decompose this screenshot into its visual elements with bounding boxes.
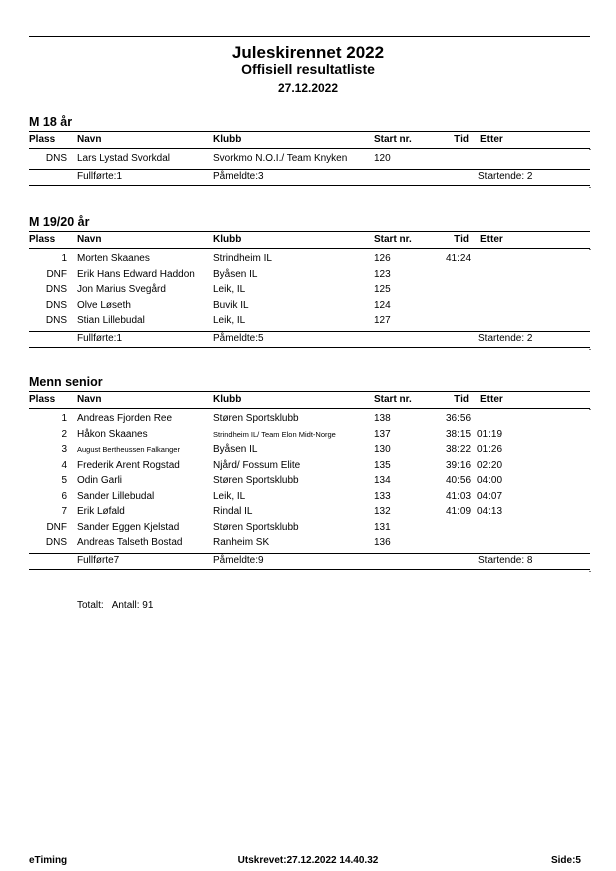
cell-klubb: Ranheim SK bbox=[213, 537, 270, 548]
cell-plass: 3 bbox=[61, 444, 67, 455]
cell-start: 132 bbox=[374, 506, 391, 517]
cell-plass: 1 bbox=[61, 253, 67, 264]
table-body bbox=[0, 411, 616, 551]
table-row bbox=[0, 535, 616, 551]
cell-start: 137 bbox=[374, 428, 391, 440]
cell-navn: August Bertheussen Falkanger bbox=[77, 445, 180, 454]
cell-klubb: Svorkmo N.O.I./ Team Knyken bbox=[213, 153, 348, 164]
section-footer bbox=[0, 332, 616, 346]
footer-rule-bottom bbox=[29, 347, 590, 348]
cell-navn: Olve Løseth bbox=[77, 299, 131, 311]
totals-label: Totalt: bbox=[77, 600, 104, 611]
header-rule bbox=[29, 408, 590, 409]
startende: Startende: 2 bbox=[478, 170, 533, 182]
cell-start: 126 bbox=[374, 253, 391, 264]
software-name: eTiming bbox=[29, 855, 68, 866]
cell-etter: 02:20 bbox=[477, 459, 503, 471]
cell-klubb: Leik, IL bbox=[213, 315, 246, 326]
cell-tid: 36:56 bbox=[446, 413, 472, 424]
section-footer bbox=[0, 170, 616, 184]
cell-plass: DNS bbox=[45, 299, 67, 311]
margin-mark bbox=[589, 571, 591, 572]
cell-start: 120 bbox=[374, 153, 391, 164]
fullforte: Fullførte:1 bbox=[77, 332, 123, 344]
cell-klubb: Rindal IL bbox=[213, 506, 253, 517]
cell-klubb: Strindheim IL/ Team Elon Midt-Norge bbox=[213, 429, 336, 439]
cell-etter: 01:19 bbox=[477, 428, 503, 440]
footer-rule-bottom bbox=[29, 569, 590, 570]
section-title: M 18 år bbox=[29, 115, 73, 129]
cell-klubb: Støren Sportsklubb bbox=[213, 521, 299, 533]
cell-tid: 41:03 bbox=[446, 490, 472, 502]
cell-plass: 2 bbox=[61, 428, 67, 440]
cell-tid: 41:24 bbox=[446, 253, 472, 264]
cell-navn: Andreas Fjorden Ree bbox=[77, 413, 173, 424]
cell-start: 134 bbox=[374, 475, 391, 486]
margin-mark bbox=[589, 349, 591, 350]
cell-plass: DNS bbox=[45, 284, 67, 295]
cell-tid: 41:09 bbox=[446, 506, 472, 517]
pameldte: Påmeldte:5 bbox=[213, 332, 264, 344]
cell-start: 136 bbox=[374, 537, 391, 548]
cell-navn: Jon Marius Svegård bbox=[77, 284, 166, 295]
cell-etter: 04:00 bbox=[477, 475, 503, 486]
section-rule bbox=[29, 231, 590, 232]
table-row bbox=[0, 251, 616, 267]
startende: Startende: 2 bbox=[478, 332, 533, 344]
header-rule bbox=[29, 248, 590, 249]
col-start: Start nr. bbox=[374, 394, 412, 405]
page-number: Side:5 bbox=[550, 855, 581, 866]
cell-start: 138 bbox=[374, 413, 391, 424]
header-rule bbox=[29, 148, 590, 149]
cell-plass: DNF bbox=[46, 268, 67, 280]
table-header bbox=[0, 394, 616, 408]
section-rule bbox=[29, 391, 590, 392]
margin-mark bbox=[589, 409, 591, 410]
cell-start: 135 bbox=[374, 459, 391, 471]
table-row bbox=[0, 427, 616, 443]
table-row bbox=[0, 298, 616, 314]
top-rule bbox=[29, 36, 590, 37]
table-row bbox=[0, 267, 616, 283]
cell-navn: Andreas Talseth Bostad bbox=[77, 537, 183, 548]
cell-navn: Sander Lillebudal bbox=[77, 490, 155, 502]
table-row bbox=[0, 458, 616, 474]
pameldte: Påmeldte:3 bbox=[213, 170, 264, 182]
cell-tid: 39:16 bbox=[446, 459, 472, 471]
cell-klubb: Støren Sportsklubb bbox=[213, 413, 299, 424]
col-navn: Navn bbox=[77, 234, 102, 245]
section-footer bbox=[0, 554, 616, 568]
table-row bbox=[0, 520, 616, 536]
col-plass: Plass bbox=[29, 394, 56, 405]
cell-plass: 6 bbox=[61, 490, 67, 502]
cell-etter: 04:07 bbox=[477, 490, 503, 502]
cell-start: 124 bbox=[374, 299, 391, 311]
col-start: Start nr. bbox=[374, 234, 412, 245]
cell-plass: DNS bbox=[45, 153, 67, 164]
cell-klubb: Byåsen IL bbox=[213, 268, 258, 280]
col-tid: Tid bbox=[454, 134, 469, 145]
margin-mark bbox=[589, 149, 591, 150]
page-footer bbox=[0, 854, 616, 868]
col-klubb: Klubb bbox=[213, 234, 242, 245]
cell-start: 123 bbox=[374, 268, 391, 280]
cell-klubb: Njård/ Fossum Elite bbox=[213, 459, 301, 471]
cell-etter: 01:26 bbox=[477, 444, 503, 455]
col-etter: Etter bbox=[480, 394, 503, 405]
cell-etter: 04:13 bbox=[477, 506, 503, 517]
cell-klubb: Byåsen IL bbox=[213, 444, 258, 455]
table-row bbox=[0, 504, 616, 520]
cell-plass: 4 bbox=[61, 459, 67, 471]
cell-navn: Lars Lystad Svorkdal bbox=[77, 153, 171, 164]
pameldte: Påmeldte:9 bbox=[213, 554, 264, 566]
cell-klubb: Strindheim IL bbox=[213, 253, 272, 264]
cell-tid: 38:15 bbox=[446, 428, 472, 440]
page-title: Juleskirennet 2022 bbox=[231, 43, 385, 62]
section-title: M 19/20 år bbox=[29, 215, 90, 229]
cell-tid: 38:22 bbox=[446, 444, 472, 455]
col-tid: Tid bbox=[454, 394, 469, 405]
table-header bbox=[0, 134, 616, 148]
page-subtitle: Offisiell resultatliste bbox=[241, 61, 375, 77]
margin-mark bbox=[589, 187, 591, 188]
col-etter: Etter bbox=[480, 234, 503, 245]
totals bbox=[77, 600, 161, 612]
col-plass: Plass bbox=[29, 234, 56, 245]
fullforte: Fullførte7 bbox=[77, 554, 120, 566]
cell-navn: Erik Løfald bbox=[77, 506, 125, 517]
cell-start: 130 bbox=[374, 444, 391, 455]
col-plass: Plass bbox=[29, 134, 56, 145]
cell-plass: DNS bbox=[45, 315, 67, 326]
table-row bbox=[0, 442, 616, 458]
cell-start: 127 bbox=[374, 315, 391, 326]
cell-navn: Sander Eggen Kjelstad bbox=[77, 521, 180, 533]
cell-navn: Håkon Skaanes bbox=[77, 428, 148, 440]
totals-count: Antall: 91 bbox=[111, 600, 154, 611]
table-row bbox=[0, 151, 616, 167]
cell-navn: Erik Hans Edward Haddon bbox=[77, 268, 195, 280]
cell-navn: Morten Skaanes bbox=[77, 253, 150, 264]
cell-navn: Odin Garli bbox=[77, 475, 123, 486]
cell-start: 131 bbox=[374, 521, 391, 533]
margin-mark bbox=[589, 249, 591, 250]
col-klubb: Klubb bbox=[213, 134, 242, 145]
footer-rule-bottom bbox=[29, 185, 590, 186]
startende: Startende: 8 bbox=[478, 554, 533, 566]
cell-plass: 1 bbox=[61, 413, 67, 424]
table-header bbox=[0, 234, 616, 248]
cell-start: 133 bbox=[374, 490, 391, 502]
cell-klubb: Buvik IL bbox=[213, 299, 249, 311]
table-body bbox=[0, 151, 616, 167]
col-etter: Etter bbox=[480, 134, 503, 145]
printed-timestamp: Utskrevet:27.12.2022 14.40.32 bbox=[237, 855, 379, 866]
table-row bbox=[0, 282, 616, 298]
table-row bbox=[0, 313, 616, 329]
cell-plass: DNF bbox=[46, 521, 67, 533]
cell-navn: Frederik Arent Rogstad bbox=[77, 459, 180, 471]
col-klubb: Klubb bbox=[213, 394, 242, 405]
cell-klubb: Støren Sportsklubb bbox=[213, 475, 299, 486]
table-body bbox=[0, 251, 616, 329]
page-date: 27.12.2022 bbox=[277, 81, 339, 95]
cell-plass: 5 bbox=[61, 475, 67, 486]
col-start: Start nr. bbox=[374, 134, 412, 145]
cell-start: 125 bbox=[374, 284, 391, 295]
table-row bbox=[0, 411, 616, 427]
section-title: Menn senior bbox=[29, 375, 103, 389]
cell-navn: Stian Lillebudal bbox=[77, 315, 145, 326]
cell-plass: DNS bbox=[45, 537, 67, 548]
cell-tid: 40:56 bbox=[446, 475, 472, 486]
cell-klubb: Leik, IL bbox=[213, 284, 246, 295]
col-navn: Navn bbox=[77, 134, 102, 145]
col-tid: Tid bbox=[454, 234, 469, 245]
fullforte: Fullførte:1 bbox=[77, 170, 123, 182]
table-row bbox=[0, 473, 616, 489]
col-navn: Navn bbox=[77, 394, 102, 405]
section-rule bbox=[29, 131, 590, 132]
cell-klubb: Leik, IL bbox=[213, 490, 246, 502]
table-row bbox=[0, 489, 616, 505]
cell-plass: 7 bbox=[61, 506, 67, 517]
